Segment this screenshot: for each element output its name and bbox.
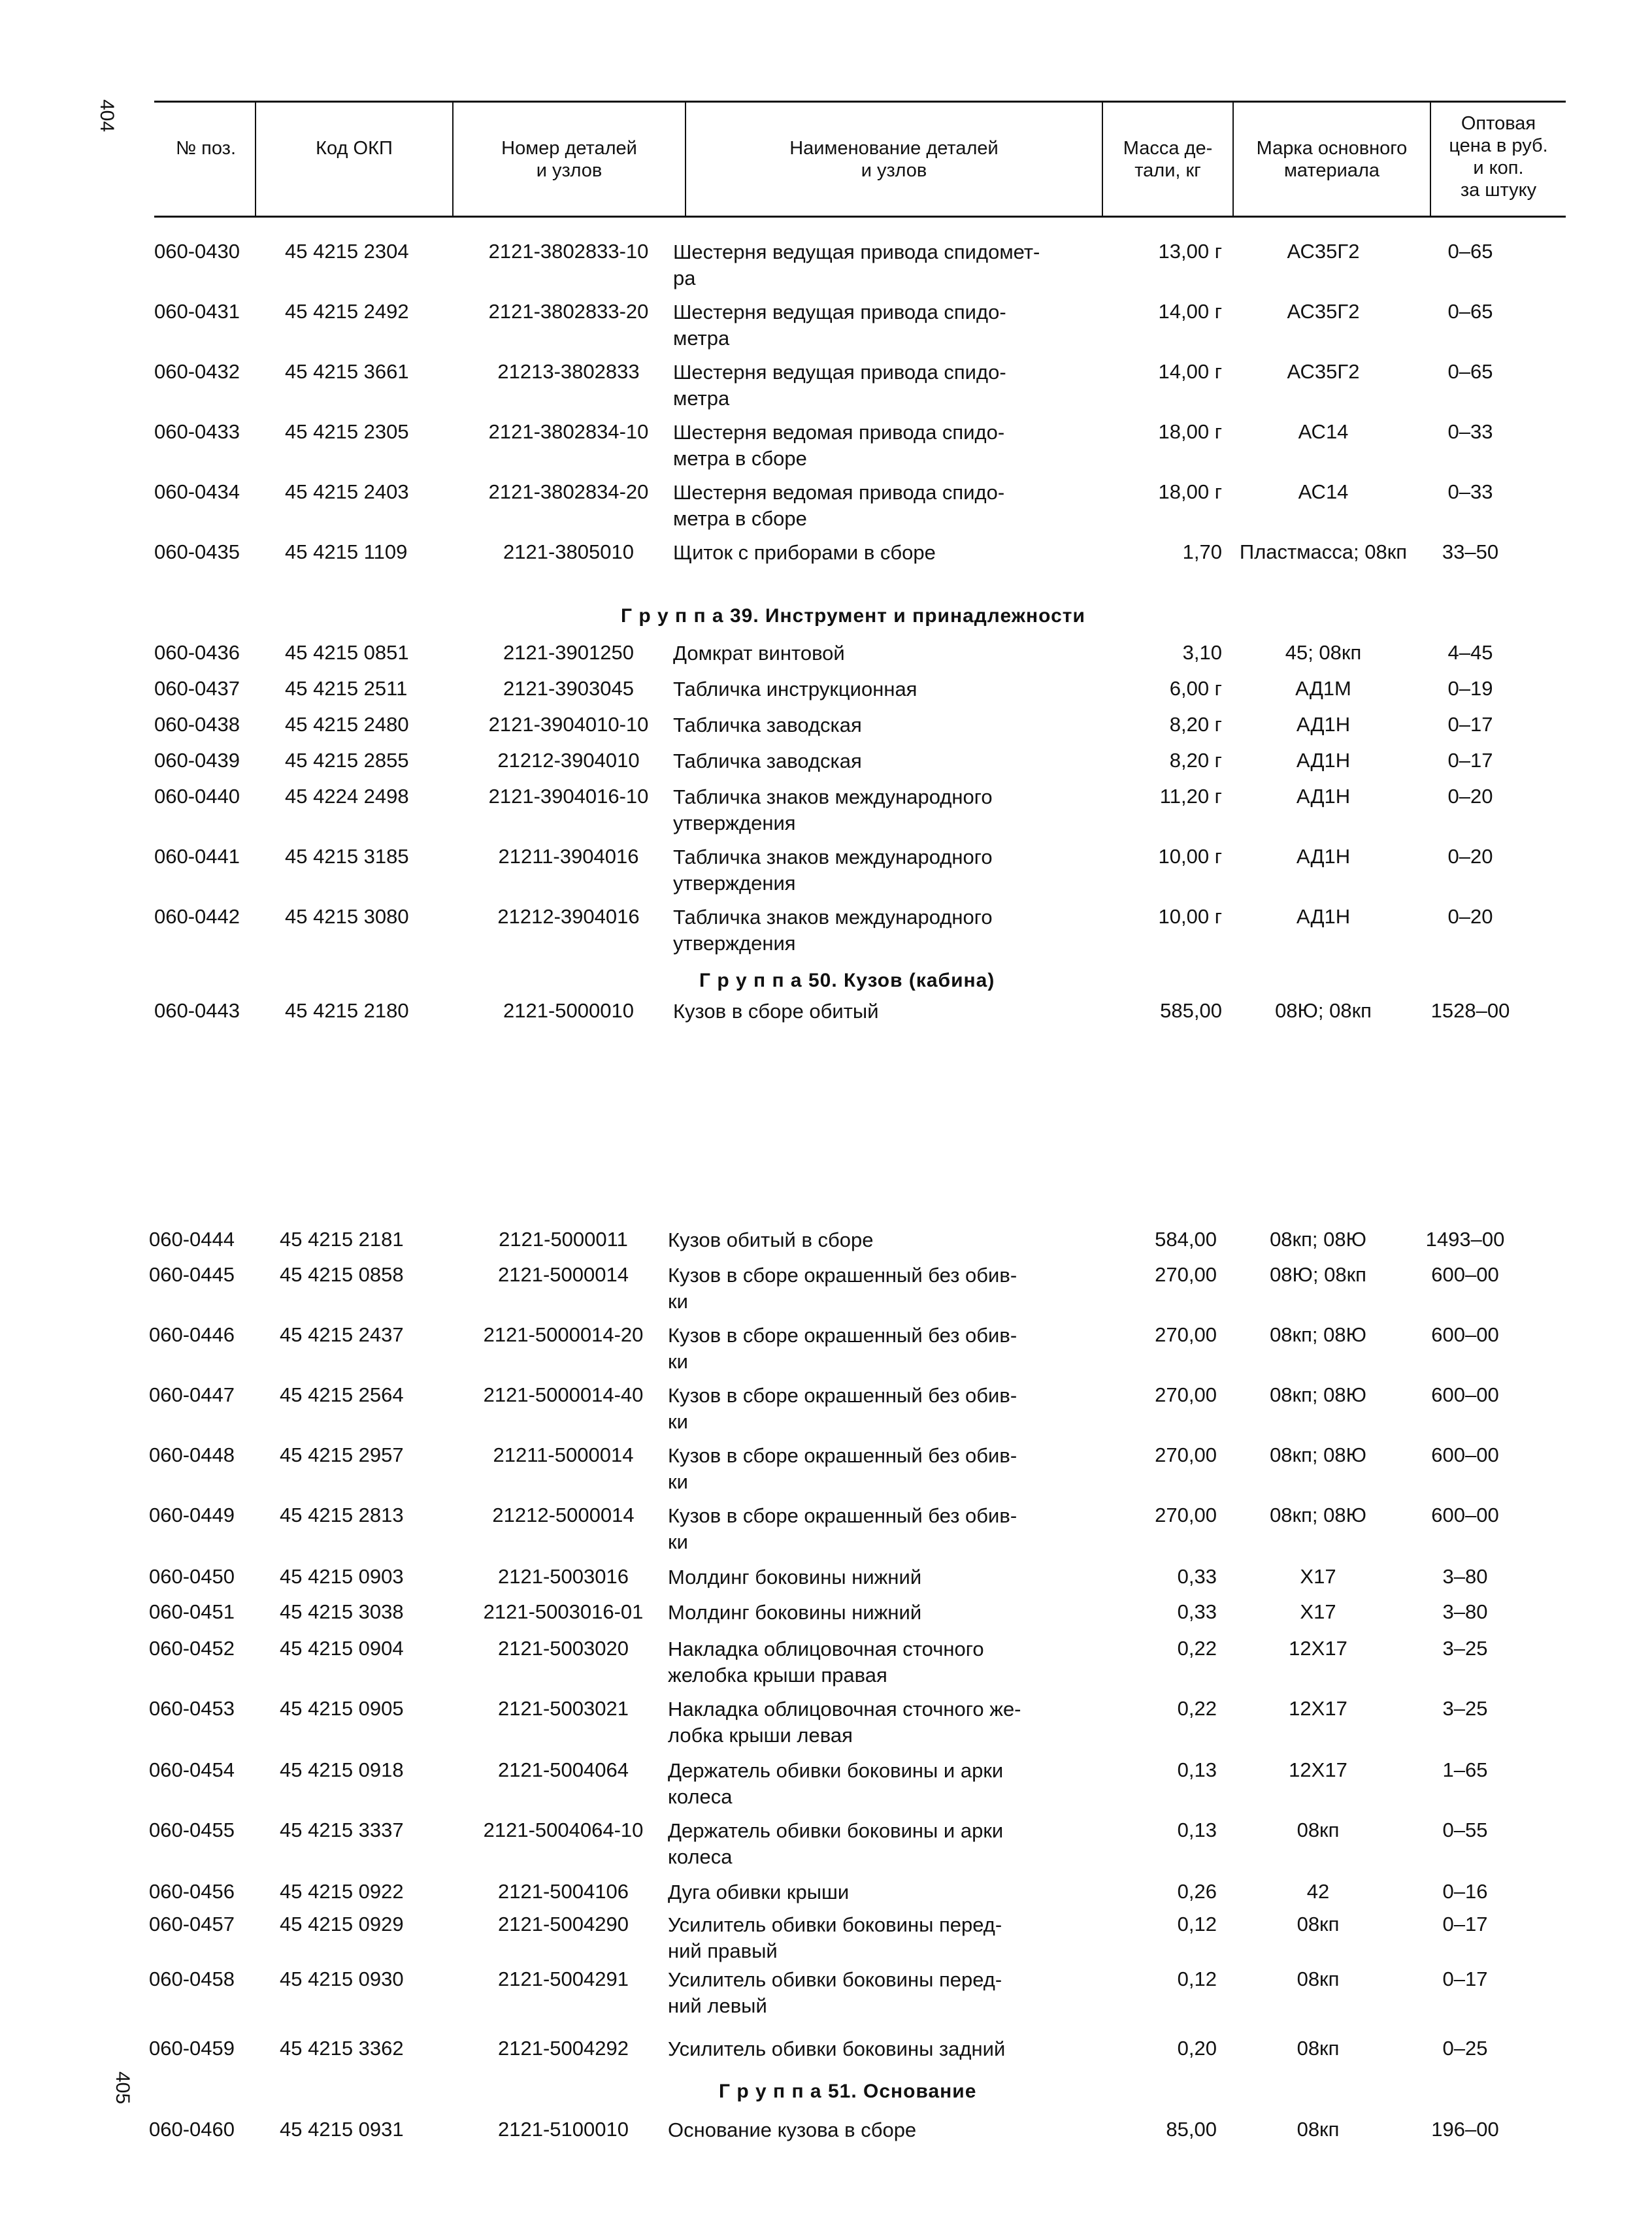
- cell-material: 08кп; 08Ю: [1270, 1228, 1366, 1251]
- cell-okp: 45 4215 3337: [280, 1819, 404, 1841]
- cell-material: 08кп: [1297, 2037, 1340, 2060]
- cell-mass: 1,70: [1182, 540, 1222, 563]
- cell-price: 0–33: [1447, 420, 1493, 443]
- cell-name: Шестерня ведущая привода спидо- метра: [673, 361, 1006, 410]
- cell-pos: 060-0451: [149, 1600, 235, 1623]
- header-pos: № поз.: [175, 138, 237, 159]
- cell-name: Табличка знаков международного утверждения: [673, 906, 993, 955]
- header-bottom-rule: [154, 216, 1566, 218]
- cell-mass: 0,33: [1177, 1565, 1217, 1588]
- cell-okp: 45 4215 3038: [280, 1600, 404, 1623]
- cell-part-number: 2121-5004106: [498, 1880, 629, 1903]
- cell-price: 196–00: [1431, 2118, 1499, 2141]
- cell-part-number: 2121-5100010: [498, 2118, 629, 2141]
- cell-okp: 45 4215 3661: [285, 360, 409, 383]
- cell-part-number: 2121-5003021: [498, 1697, 629, 1720]
- cell-price: 1528–00: [1430, 999, 1510, 1022]
- cell-pos: 060-0433: [154, 420, 240, 443]
- cell-mass: 13,00 г: [1158, 240, 1222, 263]
- cell-pos: 060-0431: [154, 300, 240, 323]
- group-heading: Г р у п п а 39. Инструмент и принадлежности: [621, 605, 1085, 627]
- cell-okp: 45 4215 2511: [285, 677, 408, 700]
- cell-mass: 270,00: [1155, 1263, 1217, 1286]
- cell-name: Шестерня ведущая привода спидо- метра: [673, 301, 1006, 350]
- cell-pos: 060-0441: [154, 845, 240, 868]
- cell-name: Кузов в сборе окрашенный без обив- ки: [668, 1504, 1017, 1553]
- cell-part-number: 2121-3802834-10: [488, 420, 649, 443]
- cell-name: Табличка инструкционная: [673, 678, 917, 700]
- cell-pos: 060-0445: [149, 1263, 235, 1286]
- cell-price: 0–17: [1447, 713, 1493, 736]
- cell-name: Щиток с приборами в сборе: [673, 541, 936, 564]
- cell-name: Дуга обивки крыши: [668, 1881, 850, 1903]
- cell-material: Х17: [1300, 1565, 1336, 1588]
- cell-part-number: 2121-3805010: [503, 540, 634, 563]
- cell-price: 33–50: [1442, 540, 1499, 563]
- cell-part-number: 2121-5004292: [498, 2037, 629, 2060]
- cell-material: АС35Г2: [1287, 240, 1360, 263]
- cell-mass: 0,12: [1177, 1913, 1217, 1935]
- cell-price: 600–00: [1431, 1263, 1499, 1286]
- cell-pos: 060-0455: [149, 1819, 235, 1841]
- cell-okp: 45 4215 2957: [280, 1443, 404, 1466]
- page-number-bottom: 405: [112, 2071, 134, 2105]
- cell-okp: 45 4215 2305: [285, 420, 409, 443]
- cell-price: 3–25: [1442, 1637, 1488, 1660]
- cell-material: 08кп; 08Ю: [1270, 1383, 1366, 1406]
- cell-price: 0–20: [1447, 905, 1493, 928]
- cell-price: 4–45: [1447, 641, 1493, 664]
- cell-material: АД1Н: [1296, 749, 1351, 772]
- cell-mass: 270,00: [1155, 1383, 1217, 1406]
- cell-okp: 45 4215 3185: [285, 845, 409, 868]
- header-part-number: Номер деталей и узлов: [501, 138, 637, 181]
- cell-pos: 060-0434: [154, 480, 240, 503]
- cell-mass: 3,10: [1182, 641, 1222, 664]
- cell-price: 1493–00: [1425, 1228, 1505, 1251]
- cell-material: 12Х17: [1289, 1758, 1347, 1781]
- cell-price: 600–00: [1431, 1383, 1499, 1406]
- cell-part-number: 2121-5004290: [498, 1913, 629, 1935]
- cell-mass: 14,00 г: [1158, 300, 1222, 323]
- cell-name: Молдинг боковины нижний: [668, 1566, 922, 1589]
- header-material: Марка основного материала: [1256, 138, 1408, 181]
- cell-mass: 8,20 г: [1169, 749, 1222, 772]
- cell-mass: 10,00 г: [1158, 905, 1222, 928]
- cell-part-number: 2121-3802833-10: [488, 240, 649, 263]
- cell-part-number: 2121-5000014: [498, 1263, 629, 1286]
- header-price: Оптовая цена в руб. и коп. за штуку: [1449, 113, 1548, 201]
- cell-okp: 45 4215 2813: [280, 1504, 404, 1526]
- cell-price: 1–65: [1442, 1758, 1488, 1781]
- cell-material: 08Ю; 08кп: [1275, 999, 1372, 1022]
- header-okp: Код ОКП: [316, 138, 393, 159]
- cell-okp: 45 4215 0858: [280, 1263, 404, 1286]
- cell-pos: 060-0453: [149, 1697, 235, 1720]
- cell-mass: 18,00 г: [1158, 420, 1222, 443]
- cell-material: 42: [1306, 1880, 1330, 1903]
- cell-part-number: 21212-3904016: [497, 905, 640, 928]
- cell-price: 0–17: [1442, 1968, 1488, 1990]
- cell-part-number: 2121-3904016-10: [488, 785, 649, 808]
- cell-part-number: 2121-5003020: [498, 1637, 629, 1660]
- cell-material: АС14: [1298, 420, 1349, 443]
- cell-name: Основание кузова в сборе: [668, 2118, 917, 2141]
- cell-part-number: 2121-5004064: [498, 1758, 629, 1781]
- cell-pos: 060-0448: [149, 1443, 235, 1466]
- cell-okp: 45 4215 2492: [285, 300, 409, 323]
- cell-mass: 6,00 г: [1169, 677, 1222, 700]
- cell-pos: 060-0436: [154, 641, 240, 664]
- cell-material: 12Х17: [1289, 1697, 1347, 1720]
- cell-name: Кузов в сборе окрашенный без обив- ки: [668, 1444, 1017, 1493]
- cell-price: 0–65: [1447, 240, 1493, 263]
- cell-price: 600–00: [1431, 1443, 1499, 1466]
- cell-material: 08кп: [1297, 1819, 1340, 1841]
- cell-pos: 060-0437: [154, 677, 240, 700]
- cell-part-number: 2121-3903045: [503, 677, 634, 700]
- cell-price: 3–25: [1442, 1697, 1488, 1720]
- cell-okp: 45 4215 0918: [280, 1758, 404, 1781]
- cell-okp: 45 4215 0904: [280, 1637, 404, 1660]
- cell-part-number: 2121-3802834-20: [488, 480, 649, 503]
- cell-name: Усилитель обивки боковины перед- ний левый: [668, 1968, 1002, 2017]
- cell-name: Кузов в сборе окрашенный без обив- ки: [668, 1324, 1017, 1373]
- cell-pos: 060-0443: [154, 999, 240, 1022]
- cell-pos: 060-0460: [149, 2118, 235, 2141]
- cell-material: АД1М: [1295, 677, 1351, 700]
- cell-okp: 45 4215 0851: [285, 641, 409, 664]
- cell-pos: 060-0447: [149, 1383, 235, 1406]
- cell-name: Кузов в сборе окрашенный без обив- ки: [668, 1264, 1017, 1313]
- cell-name: Кузов обитый в сборе: [668, 1228, 874, 1251]
- cell-mass: 10,00 г: [1158, 845, 1222, 868]
- cell-part-number: 21212-5000014: [492, 1504, 635, 1526]
- cell-material: АС14: [1298, 480, 1349, 503]
- cell-part-number: 21211-5000014: [493, 1443, 634, 1466]
- cell-pos: 060-0438: [154, 713, 240, 736]
- cell-name: Держатель обивки боковины и арки колеса: [668, 1759, 1004, 1808]
- cell-material: 08кп: [1297, 1913, 1340, 1935]
- header-name: Наименование деталей и узлов: [789, 138, 999, 181]
- cell-part-number: 2121-5000014-20: [483, 1323, 644, 1346]
- cell-pos: 060-0439: [154, 749, 240, 772]
- cell-name: Усилитель обивки боковины перед- ний правый: [668, 1913, 1002, 1962]
- cell-material: Х17: [1300, 1600, 1336, 1623]
- cell-name: Накладка облицовочная сточного же- лобка крыши левая: [668, 1698, 1021, 1747]
- cell-material: 08кп; 08Ю: [1270, 1323, 1366, 1346]
- cell-okp: 45 4215 2181: [280, 1228, 404, 1251]
- cell-mass: 85,00: [1166, 2118, 1217, 2141]
- cell-name: Кузов в сборе обитый: [673, 1000, 879, 1023]
- cell-price: 600–00: [1431, 1504, 1499, 1526]
- group-heading: Г р у п п а 51. Основание: [719, 2081, 977, 2102]
- cell-okp: 45 4215 0922: [280, 1880, 404, 1903]
- cell-material: 08кп: [1297, 1968, 1340, 1990]
- cell-pos: 060-0457: [149, 1913, 235, 1935]
- cell-price: 0–55: [1442, 1819, 1488, 1841]
- cell-pos: 060-0452: [149, 1637, 235, 1660]
- cell-mass: 585,00: [1160, 999, 1222, 1022]
- cell-material: 12Х17: [1289, 1637, 1347, 1660]
- cell-okp: 45 4224 2498: [285, 785, 409, 808]
- cell-name: Табличка знаков международного утверждения: [673, 846, 993, 895]
- header-top-rule: [154, 101, 1566, 103]
- cell-material: 08кп: [1297, 2118, 1340, 2141]
- cell-material: 08кп; 08Ю: [1270, 1504, 1366, 1526]
- cell-pos: 060-0440: [154, 785, 240, 808]
- cell-mass: 14,00 г: [1158, 360, 1222, 383]
- cell-okp: 45 4215 3080: [285, 905, 409, 928]
- cell-material: АД1Н: [1296, 713, 1351, 736]
- cell-part-number: 2121-3904010-10: [488, 713, 649, 736]
- cell-price: 0–17: [1442, 1913, 1488, 1935]
- cell-pos: 060-0459: [149, 2037, 235, 2060]
- cell-price: 0–25: [1442, 2037, 1488, 2060]
- cell-okp: 45 4215 2403: [285, 480, 409, 503]
- cell-name: Кузов в сборе окрашенный без обив- ки: [668, 1384, 1017, 1433]
- cell-okp: 45 4215 2304: [285, 240, 409, 263]
- cell-mass: 270,00: [1155, 1443, 1217, 1466]
- cell-part-number: 2121-3802833-20: [488, 300, 649, 323]
- cell-material: Пластмасса; 08кп: [1239, 540, 1408, 563]
- cell-pos: 060-0432: [154, 360, 240, 383]
- cell-material: 08кп; 08Ю: [1270, 1443, 1366, 1466]
- cell-mass: 270,00: [1155, 1323, 1217, 1346]
- cell-mass: 0,13: [1177, 1758, 1217, 1781]
- cell-mass: 0,26: [1177, 1880, 1217, 1903]
- cell-mass: 270,00: [1155, 1504, 1217, 1526]
- cell-part-number: 2121-5004064-10: [483, 1819, 644, 1841]
- cell-okp: 45 4215 0903: [280, 1565, 404, 1588]
- cell-price: 0–65: [1447, 360, 1493, 383]
- cell-part-number: 2121-5000011: [499, 1228, 628, 1251]
- cell-price: 0–17: [1447, 749, 1493, 772]
- cell-pos: 060-0446: [149, 1323, 235, 1346]
- cell-pos: 060-0444: [149, 1228, 235, 1251]
- cell-name: Табличка заводская: [673, 714, 862, 736]
- cell-mass: 0,22: [1177, 1637, 1217, 1660]
- cell-price: 0–16: [1442, 1880, 1488, 1903]
- cell-part-number: 2121-3901250: [503, 641, 634, 664]
- cell-price: 0–65: [1447, 300, 1493, 323]
- cell-pos: 060-0458: [149, 1968, 235, 1990]
- cell-name: Шестерня ведомая привода спидо- метра в сборе: [673, 421, 1005, 470]
- cell-okp: 45 4215 0905: [280, 1697, 404, 1720]
- cell-okp: 45 4215 2180: [285, 999, 409, 1022]
- cell-price: 3–80: [1442, 1565, 1488, 1588]
- cell-part-number: 2121-5000014-40: [483, 1383, 644, 1406]
- cell-okp: 45 4215 1109: [285, 540, 408, 563]
- cell-part-number: 2121-5004291: [498, 1968, 629, 1990]
- cell-okp: 45 4215 2564: [280, 1383, 404, 1406]
- cell-material: АС35Г2: [1287, 300, 1360, 323]
- page-number-top: 404: [96, 99, 118, 133]
- cell-mass: 0,33: [1177, 1600, 1217, 1623]
- group-heading: Г р у п п а 50. Кузов (кабина): [699, 970, 995, 991]
- cell-mass: 584,00: [1155, 1228, 1217, 1251]
- cell-name: Накладка облицовочная сточного желобка крыши правая: [668, 1638, 984, 1687]
- cell-part-number: 2121-5003016: [498, 1565, 629, 1588]
- cell-name: Шестерня ведомая привода спидо- метра в сборе: [673, 481, 1005, 530]
- cell-pos: 060-0435: [154, 540, 240, 563]
- cell-part-number: 2121-5003016-01: [483, 1600, 644, 1623]
- cell-name: Молдинг боковины нижний: [668, 1601, 922, 1624]
- cell-okp: 45 4215 2855: [285, 749, 409, 772]
- cell-part-number: 2121-5000010: [503, 999, 634, 1022]
- cell-mass: 18,00 г: [1158, 480, 1222, 503]
- cell-part-number: 21213-3802833: [497, 360, 640, 383]
- cell-part-number: 21211-3904016: [498, 845, 639, 868]
- cell-name: Табличка знаков международного утверждения: [673, 785, 993, 834]
- cell-pos: 060-0430: [154, 240, 240, 263]
- cell-material: АС35Г2: [1287, 360, 1360, 383]
- cell-pos: 060-0454: [149, 1758, 235, 1781]
- cell-pos: 060-0449: [149, 1504, 235, 1526]
- cell-mass: 8,20 г: [1169, 713, 1222, 736]
- cell-name: Усилитель обивки боковины задний: [668, 2037, 1006, 2060]
- cell-mass: 0,12: [1177, 1968, 1217, 1990]
- cell-pos: 060-0442: [154, 905, 240, 928]
- cell-okp: 45 4215 2480: [285, 713, 409, 736]
- cell-name: Табличка заводская: [673, 749, 862, 772]
- cell-okp: 45 4215 0929: [280, 1913, 404, 1935]
- cell-price: 0–33: [1447, 480, 1493, 503]
- cell-name: Шестерня ведущая привода спидомет- ра: [673, 240, 1040, 289]
- cell-material: 08Ю; 08кп: [1270, 1263, 1366, 1286]
- cell-mass: 0,20: [1177, 2037, 1217, 2060]
- cell-okp: 45 4215 0930: [280, 1968, 404, 1990]
- cell-name: Держатель обивки боковины и арки колеса: [668, 1819, 1004, 1868]
- cell-mass: 11,20 г: [1159, 785, 1222, 808]
- cell-okp: 45 4215 2437: [280, 1323, 404, 1346]
- cell-price: 0–20: [1447, 785, 1493, 808]
- cell-material: АД1Н: [1296, 905, 1351, 928]
- cell-okp: 45 4215 0931: [280, 2118, 404, 2141]
- cell-pos: 060-0456: [149, 1880, 235, 1903]
- cell-material: 45; 08кп: [1285, 641, 1362, 664]
- cell-pos: 060-0450: [149, 1565, 235, 1588]
- cell-part-number: 21212-3904010: [497, 749, 640, 772]
- cell-price: 600–00: [1431, 1323, 1499, 1346]
- cell-price: 3–80: [1442, 1600, 1488, 1623]
- cell-material: АД1Н: [1296, 845, 1351, 868]
- cell-okp: 45 4215 3362: [280, 2037, 404, 2060]
- cell-price: 0–19: [1447, 677, 1493, 700]
- cell-material: АД1Н: [1296, 785, 1351, 808]
- cell-mass: 0,13: [1177, 1819, 1217, 1841]
- cell-price: 0–20: [1447, 845, 1493, 868]
- header-divider: [255, 102, 256, 217]
- cell-mass: 0,22: [1177, 1697, 1217, 1720]
- cell-name: Домкрат винтовой: [673, 642, 845, 665]
- header-mass: Масса де- тали, кг: [1123, 138, 1213, 181]
